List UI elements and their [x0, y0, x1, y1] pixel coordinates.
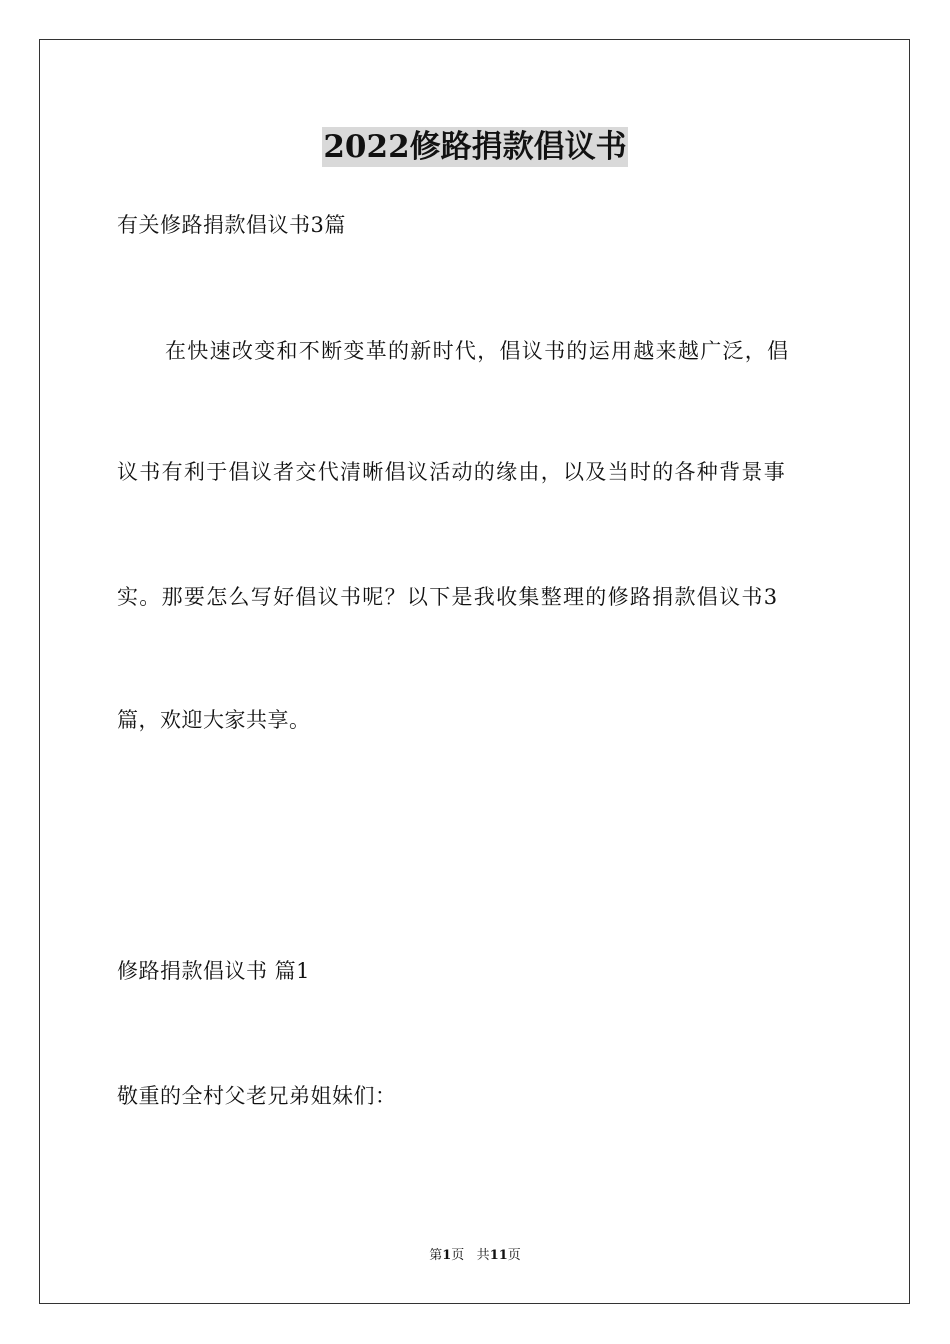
document-subtitle: 有关修路捐款倡议书3篇 — [117, 213, 346, 237]
document-title — [0, 127, 950, 167]
intro-paragraph-line-4: 篇，欢迎大家共享。 — [117, 708, 311, 732]
section-heading: 修路捐款倡议书 篇1 — [117, 959, 311, 983]
footer-total-suffix: 页 — [507, 1248, 521, 1263]
intro-paragraph-line-1: 在快速改变和不断变革的新时代，倡议书的运用越来越广泛，倡 — [165, 339, 790, 363]
salutation: 敬重的全村父老兄弟姐妹们： — [117, 1084, 397, 1108]
intro-paragraph-line-3: 实。那要怎么写好倡议书呢？以下是我收集整理的修路捐款倡议书3 — [117, 585, 779, 609]
intro-paragraph-line-2: 议书有利于倡议者交代清晰倡议活动的缘由，以及当时的各种背景事 — [117, 460, 786, 484]
footer-page-suffix: 页 — [451, 1248, 465, 1263]
footer-page-prefix: 第 — [429, 1248, 443, 1263]
page-footer — [0, 1247, 950, 1265]
document-title-text: 2022修路捐款倡议书 — [323, 129, 627, 165]
footer-page-number: 1 — [442, 1248, 452, 1263]
footer-total-pages: 11 — [489, 1248, 508, 1263]
footer-total-prefix: 共 — [476, 1248, 490, 1263]
